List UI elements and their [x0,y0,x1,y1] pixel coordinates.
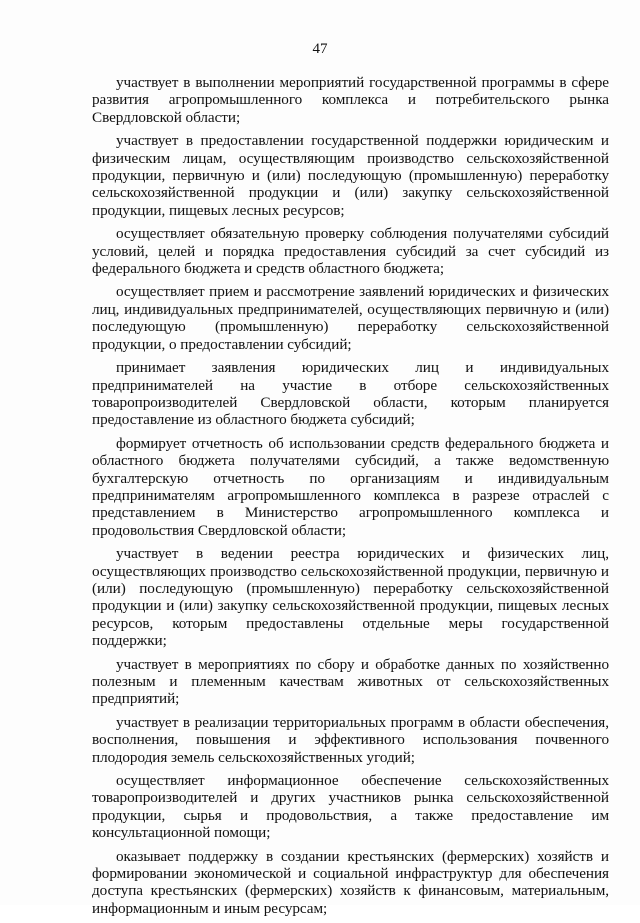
paragraph: участвует в предоставлении государственной поддержки юридическим и физическим лицам, осуществляющим производство сельскохозяйственной продукции, первичную и (или) последующую (промышленную) переработку сельскохозяйственной продукции и (или) закупку сельскохозяйственной продукции, пищевых лесных ресурсов; [92,132,609,219]
paragraph: участвует в реализации территориальных программ в области обеспечения, восполнения, повышения и эффективного использования почвенного плодородия земель сельскохозяйственных угодий; [92,713,609,766]
paragraph: участвует в выполнении мероприятий государственной программы в сфере развития агропромышленного комплекса и потребительского рынка Свердловской области; [92,74,609,126]
paragraph: участвует в ведении реестра юридических и физических лиц, осуществляющих производство сельскохозяйственной продукции, первичную и (или) последующую (промышленную) переработку сельскохозяйственной продукции и (или) закупку сельскохозяйственной продукции, пищевых лесных ресурсов, которым предоставлены отдельные меры государственной поддержки; [92,545,609,650]
paragraph: осуществляет прием и рассмотрение заявлений юридических и физических лиц, индивидуальных предпринимателей, осуществляющих первичную и (или) последующую (промышленную) переработку сельскохозяйственной продукции, о предоставлении субсидий; [92,283,609,353]
page-number: 47 [312,41,328,57]
document-body [92,74,609,923]
paragraph: принимает заявления юридических лиц и индивидуальных предпринимателей на участие в отборе сельскохозяйственных товаропроизводителей Свердловской области, которым планируется предоставление из областного бюджета субсидий; [92,359,609,429]
paragraph: участвует в мероприятиях по сбору и обработке данных по хозяйственно полезным и племенным качествам животных от сельскохозяйственных предприятий; [92,655,609,708]
paragraph: оказывает поддержку в создании крестьянских (фермерских) хозяйств и формировании экономической и социальной инфраструктур для обеспечения доступа крестьянских (фермерских) хозяйств к финансовым, материальным, информационным и иным ресурсам; [92,847,609,917]
paragraph: формирует отчетность об использовании средств федерального бюджета и областного бюджета получателями субсидий, а также ведомственную бухгалтерскую отчетность по организациям и индивидуальным предпринимателям агропромышленного комплекса в разрезе отраслей с представлением в Министерство агропромышленного комплекса и продовольствия Свердловской области; [92,434,609,539]
paragraph: осуществляет обязательную проверку соблюдения получателями субсидий условий, целей и порядка предоставления субсидий за счет субсидий из федерального бюджета и средств областного бюджета; [92,225,609,278]
paragraph: осуществляет информационное обеспечение сельскохозяйственных товаропроизводителей и других участников рынка сельскохозяйственной продукции, сырья и продовольствия, а также предоставление им консультационной помощи; [92,772,609,842]
